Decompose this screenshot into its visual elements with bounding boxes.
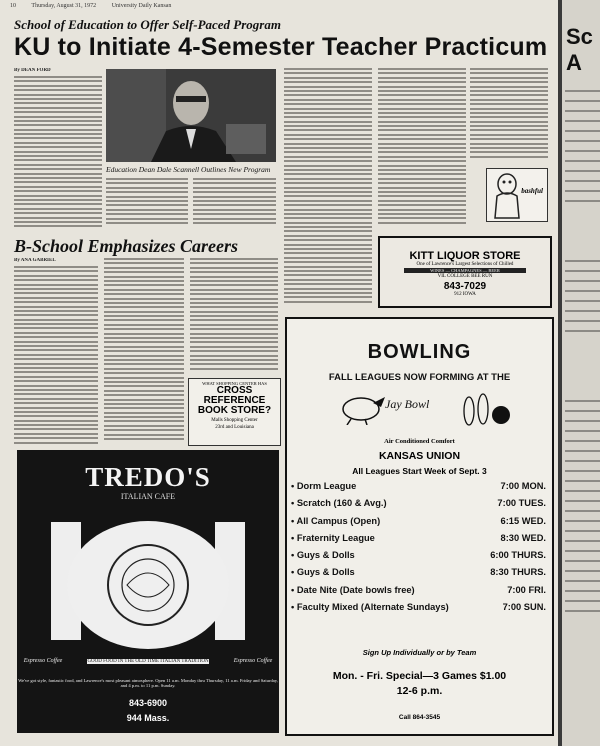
- article2-headline: B-School Emphasizes Careers: [14, 236, 239, 256]
- bowling-pins-icon: [457, 389, 513, 429]
- paper-name: University Daily Kansan: [111, 3, 172, 9]
- league-row: • Dorm League 7:00 MON.: [291, 481, 546, 491]
- jayhawk-icon: [331, 391, 391, 425]
- league-name: All Campus (Open): [296, 515, 381, 526]
- league-row: • Fraternity League 8:30 WED.: [291, 532, 546, 543]
- cartoon-figure-icon: [489, 170, 529, 220]
- league-time: 7:00 FRI.: [507, 584, 546, 595]
- special-line-1: Mon. - Fri. Special—3 Games $1.00: [332, 670, 507, 682]
- page-header: [10, 3, 185, 9]
- article2-column-3: [190, 258, 278, 374]
- cross-ad-question: WHAT SHOPPING CENTER HAS: [202, 381, 267, 386]
- tredos-phone: 843-6900: [128, 698, 168, 708]
- leagues-start: All Leagues Start Week of Sept. 3: [352, 466, 487, 476]
- league-name: Guys & Dolls: [296, 567, 355, 578]
- dean-photo-illustration: [106, 69, 276, 162]
- tredos-subtitle: ITALIAN CAFE: [120, 492, 176, 501]
- league-row: • Guys & Dolls 8:30 THURS.: [291, 567, 546, 578]
- cross-ad-mall: Malls Shopping Center: [211, 418, 258, 423]
- kitt-tagline: One of Lawrence's Largest Selections of Chilled: [416, 262, 514, 267]
- league-name: Faculty Mixed (Alternate Sundays): [296, 602, 449, 613]
- tredos-hours: We've got style, fantastic food, and Lawrence's most pleasant atmosphere. Open 11 a.m. Monday thru Thursday, 11 a.m. Friday and Saturday, and 4 p.m. to 11 p.m. Sunday.: [18, 678, 278, 688]
- article-kicker: School of Education to Offer Self-Paced Program: [14, 17, 281, 32]
- espresso-right: Espresso Coffee: [233, 658, 273, 664]
- adjacent-page-fragment: Sc A: [566, 24, 593, 75]
- league-schedule: [291, 481, 546, 619]
- page-date: Thursday, August 31, 1972: [31, 3, 97, 9]
- dean-photo: [106, 69, 276, 162]
- kitt-products: WINES — CHAMPAGNES — BEER: [404, 268, 526, 273]
- kitt-address: 912 IOWA: [454, 292, 476, 297]
- league-time: 6:15 WED.: [500, 515, 546, 526]
- league-time: 7:00 SUN.: [502, 602, 546, 613]
- espresso-left: Espresso Coffee: [23, 658, 63, 664]
- article1-column-1: [14, 68, 102, 230]
- cartoon-ad: [486, 168, 548, 222]
- kitt-sub: VIL COLLEGE BEE RUN: [437, 274, 493, 279]
- league-time: 6:00 THURS.: [490, 550, 546, 561]
- cross-ad-address: 23rd and Louisiana: [215, 425, 254, 430]
- league-row: • Faculty Mixed (Alternate Sundays) 7:00 SUN.: [291, 602, 546, 613]
- kitt-name: KITT LIQUOR STORE: [409, 250, 521, 262]
- air-conditioned: Air Conditioned Comfort: [384, 438, 455, 445]
- article1-column-2: [106, 178, 188, 230]
- adjacent-page-edge: [562, 0, 600, 746]
- league-time: 8:30 THURS.: [490, 567, 546, 578]
- league-time: 8:30 WED.: [500, 532, 546, 543]
- special-offer: [287, 669, 552, 699]
- article1-column-3: [193, 178, 276, 230]
- league-time: 7:00 MON.: [500, 481, 546, 491]
- article2-byline: By ANA GABRIEL: [14, 258, 56, 263]
- article-headline: KU to Initiate 4-Semester Teacher Practicum: [14, 33, 548, 61]
- kansas-union: KANSAS UNION: [378, 450, 461, 462]
- page-number: 10: [10, 3, 16, 9]
- photo-caption: Education Dean Dale Scannell Outlines New Program: [106, 165, 271, 174]
- article1-byline: By DEAN FORD: [14, 68, 51, 73]
- bowling-fall-leagues: FALL LEAGUES NOW FORMING AT THE: [328, 372, 511, 383]
- bowling-phone: Call 864-3545: [398, 714, 441, 721]
- tredos-plate: [67, 521, 229, 649]
- signup-line: Sign Up Individually or by Team: [362, 648, 477, 657]
- league-time: 7:00 TUES.: [497, 498, 546, 509]
- league-name: Scratch (160 & Avg.): [296, 498, 387, 509]
- league-row: • Date Nite (Date bowls free) 7:00 FRI.: [291, 584, 546, 595]
- kitt-phone: 843-7029: [443, 281, 487, 292]
- league-row: • Scratch (160 & Avg.) 7:00 TUES.: [291, 498, 546, 509]
- league-name: Guys & Dolls: [296, 550, 355, 561]
- league-name: Dorm League: [296, 481, 357, 491]
- tredos-name: TREDO'S: [85, 462, 211, 492]
- jay-bowl-logo: Jay Bowl: [385, 397, 430, 411]
- tredos-ad: [17, 450, 279, 733]
- special-line-2: 12-6 p.m.: [396, 685, 443, 697]
- league-name: Date Nite (Date bowls free): [296, 584, 415, 595]
- article1-column-4: [284, 68, 372, 308]
- cross-ad-headline: CROSS REFERENCE BOOK STORE?: [197, 385, 272, 416]
- bowling-title: BOWLING: [367, 341, 472, 363]
- tredos-plate-illustration: [67, 521, 229, 649]
- cross-reference-ad: [188, 378, 281, 446]
- bowling-ad: [285, 317, 554, 736]
- article2-column-1: [14, 258, 98, 446]
- article1-column-6: [470, 68, 548, 164]
- tredos-tagline: GOOD FOOD IN THE OLD TIME ITALIAN TRADITION: [87, 659, 209, 664]
- league-name: Fraternity League: [296, 532, 375, 543]
- article2-column-2: [104, 258, 184, 446]
- cartoon-ad-label: bashful: [521, 187, 543, 195]
- article1-column-5: [378, 68, 466, 230]
- league-row: • Guys & Dolls 6:00 THURS.: [291, 550, 546, 561]
- league-row: • All Campus (Open) 6:15 WED.: [291, 515, 546, 526]
- tredos-address: 944 Mass.: [126, 713, 170, 723]
- kitt-liquor-ad: [378, 236, 552, 308]
